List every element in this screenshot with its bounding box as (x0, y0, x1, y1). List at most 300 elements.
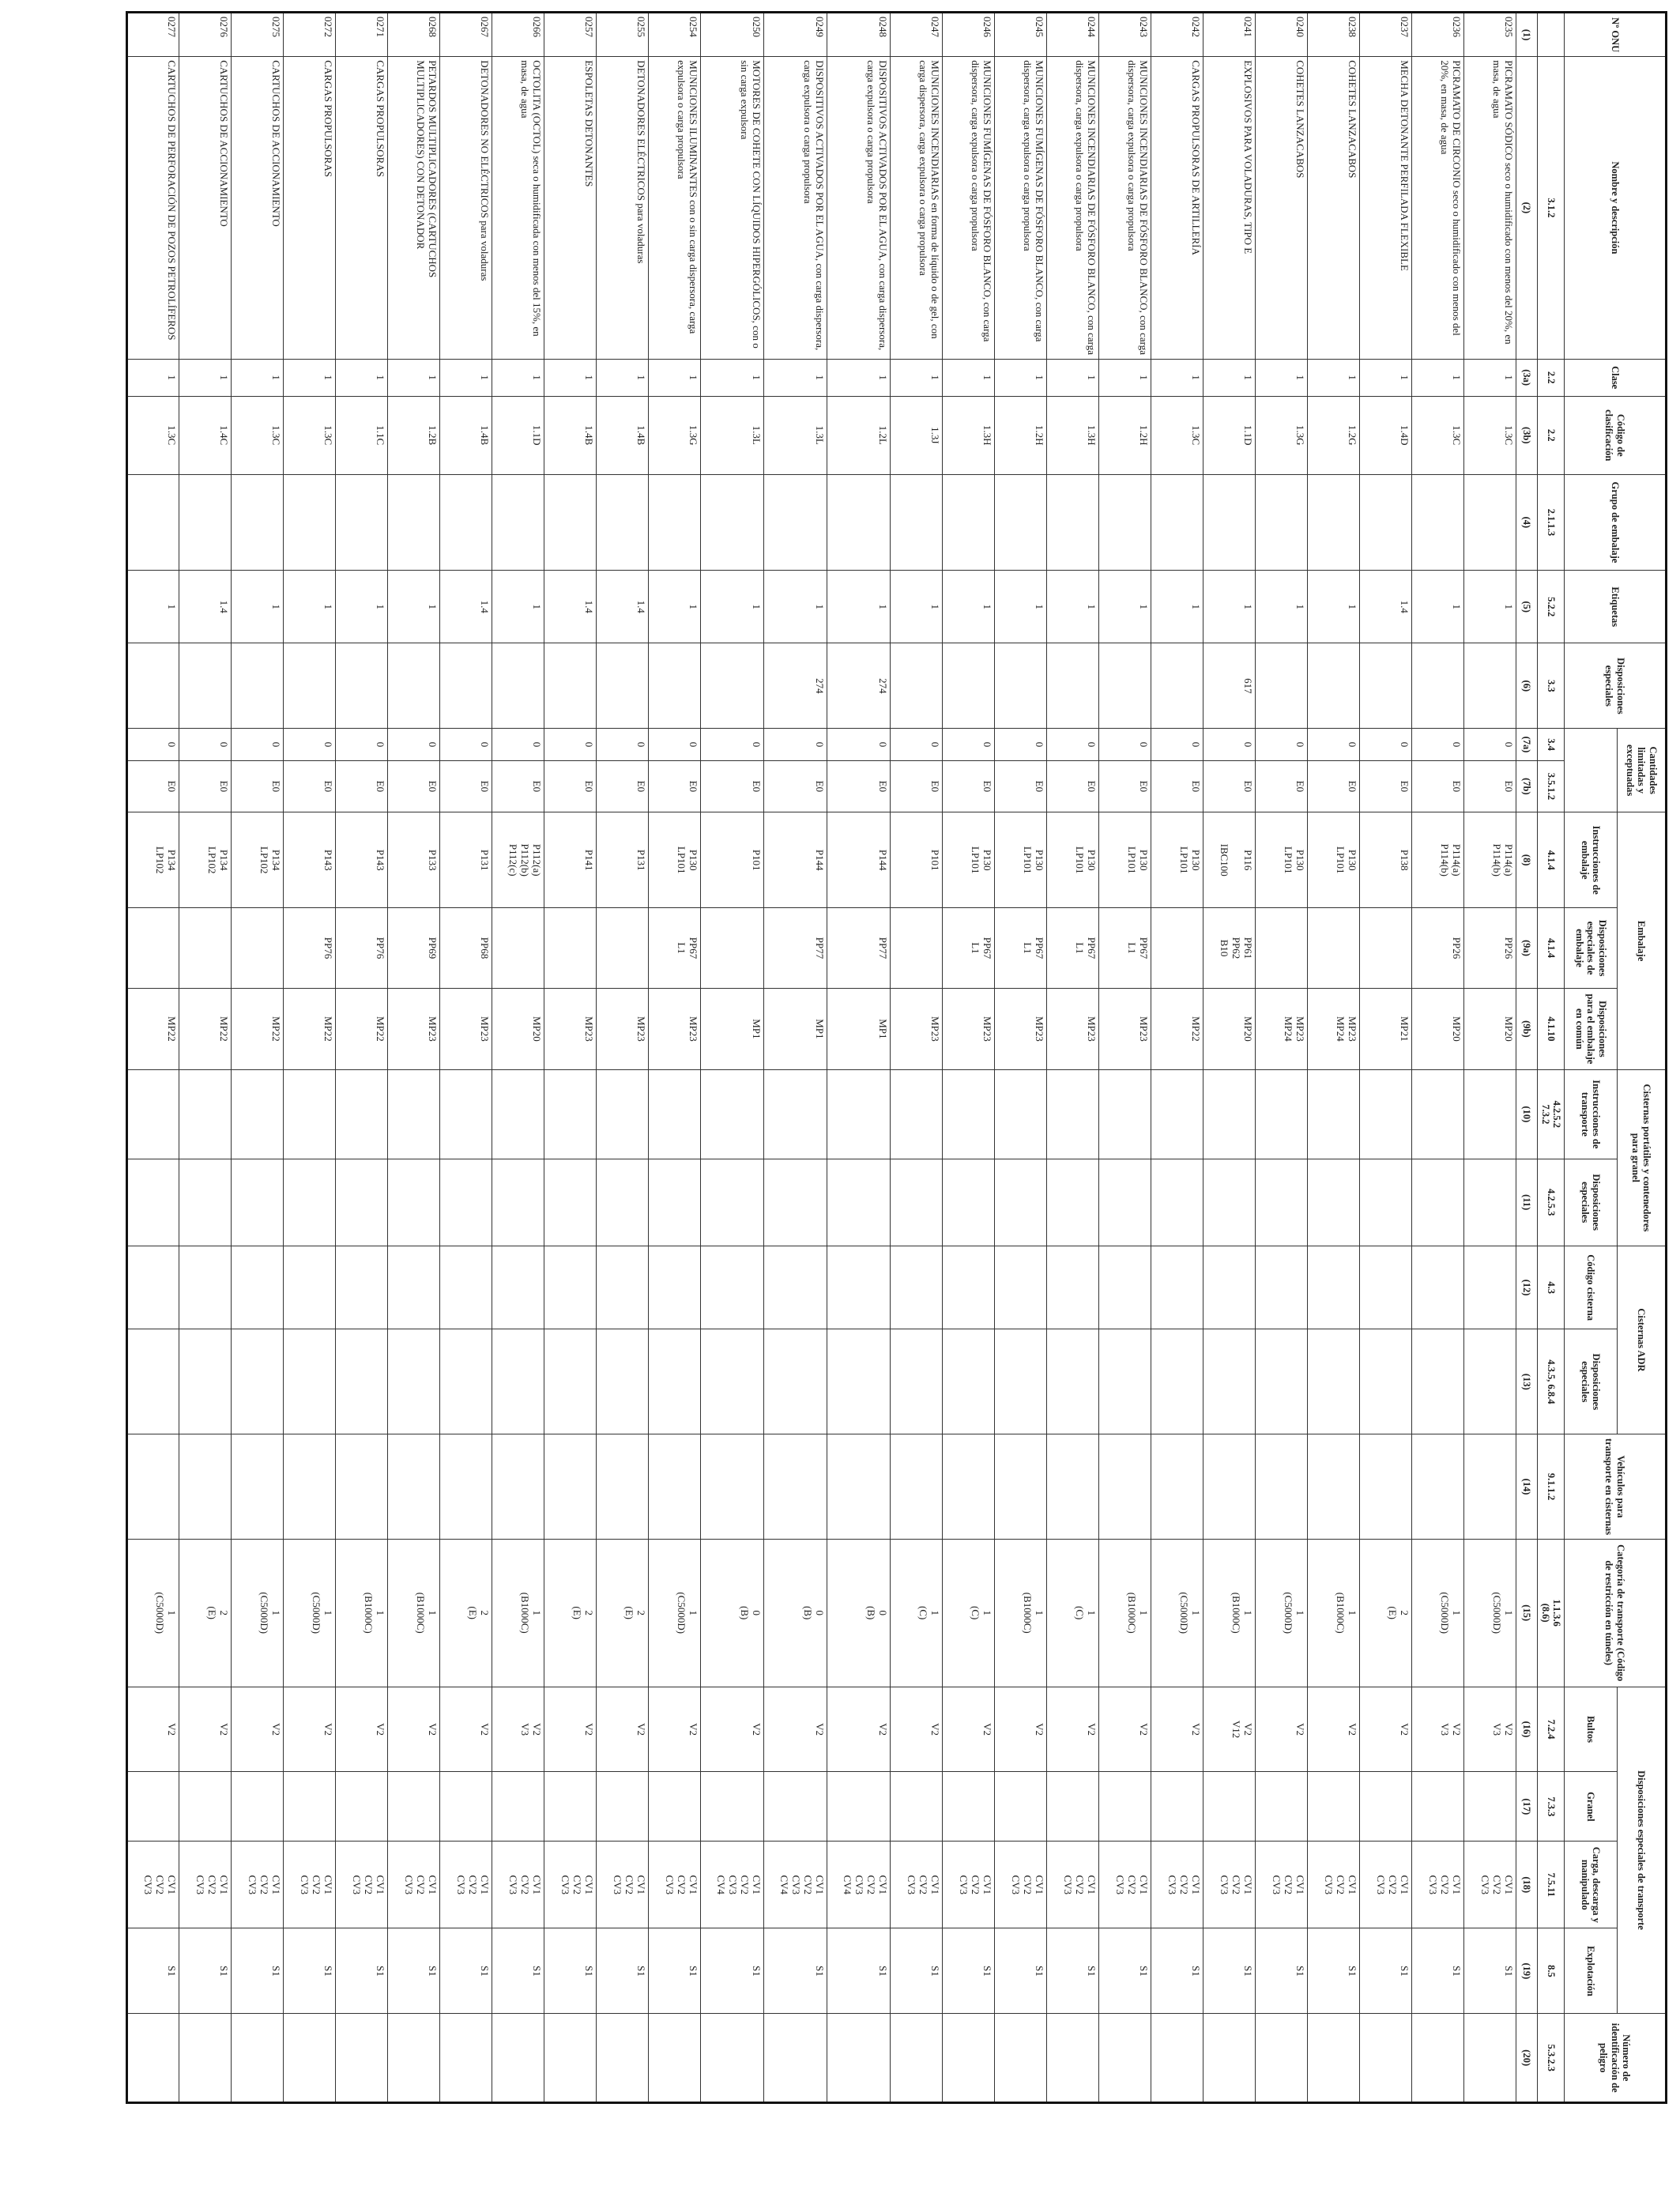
class-cell: 1 (649, 359, 701, 396)
name-cell: MUNICIONES FUMÍGENAS DE FÓSFORO BLANCO, con carga dispersora, carga expulsora o carga propulsora (995, 57, 1047, 359)
packing-instructions-cell: P134 LP102 (179, 812, 232, 908)
tank-instructions-cell (764, 1070, 827, 1159)
tank-code-cell (1464, 1246, 1516, 1329)
excepted-quantity-cell: E0 (440, 760, 492, 812)
name-cell: MUNICIONES INCENDIARIAS en forma de líquido o de gel, con carga dispersora, carga expulsora o carga propulsora (891, 57, 943, 359)
mixed-packing-cell: MP22 (232, 988, 284, 1069)
packing-group-cell (544, 474, 597, 570)
packing-instructions-cell: P112(a) P112(b) P112(c) (492, 812, 544, 908)
special-provisions-cell (284, 643, 336, 729)
excepted-quantity-cell: E0 (1360, 760, 1412, 812)
tank-instructions-cell (597, 1070, 649, 1159)
hazard-id-cell (1464, 2014, 1516, 2103)
excepted-quantity-cell: E0 (544, 760, 597, 812)
limited-quantity-cell: 0 (1203, 729, 1256, 760)
packing-group-cell (1151, 474, 1203, 570)
operation-cell: S1 (1203, 1928, 1256, 2014)
special-packing-provisions-cell (1360, 908, 1412, 988)
limited-quantity-cell: 0 (701, 729, 764, 760)
class-cell: 1 (701, 359, 764, 396)
operation-cell: S1 (336, 1928, 388, 2014)
operation-cell: S1 (1047, 1928, 1099, 2014)
special-provisions-cell (232, 643, 284, 729)
tank-special-provisions-cell (440, 1159, 492, 1246)
mixed-packing-cell: MP20 (1412, 988, 1464, 1069)
loading-handling-cell: CV1 CV2 CV3 (1256, 1842, 1308, 1928)
special-provisions-cell (701, 643, 764, 729)
tank-vehicle-cell (284, 1434, 336, 1540)
header-packing-group: Grupo de embalaje (1565, 474, 1667, 570)
adr-special-provisions-cell (1099, 1329, 1151, 1434)
transport-category-cell: 1 (B1000C) (1203, 1539, 1256, 1687)
class-cell: 1 (544, 359, 597, 396)
transport-category-cell: 0 (B) (701, 1539, 764, 1687)
tank-code-cell (1360, 1246, 1412, 1329)
mixed-packing-cell: MP1 (764, 988, 827, 1069)
excepted-quantity-cell: E0 (1412, 760, 1464, 812)
labels-cell: 1 (943, 571, 995, 643)
mixed-packing-cell: MP22 (284, 988, 336, 1069)
special-packing-provisions-cell (891, 908, 943, 988)
special-provisions-cell (943, 643, 995, 729)
tank-special-provisions-cell (1099, 1159, 1151, 1246)
special-packing-provisions-cell: PP67 L1 (995, 908, 1047, 988)
class-cell: 1 (232, 359, 284, 396)
un-number-cell: 0244 (1047, 13, 1099, 57)
column-number-cell: (19) (1516, 1928, 1538, 2014)
tank-vehicle-cell (232, 1434, 284, 1540)
table-row (649, 13, 701, 2103)
excepted-quantity-cell: E0 (891, 760, 943, 812)
bulk-cell (544, 1772, 597, 1842)
special-provisions-cell (492, 643, 544, 729)
tank-special-provisions-cell (701, 1159, 764, 1246)
bulk-cell (891, 1772, 943, 1842)
header-special-provisions: Disposiciones especiales (1565, 643, 1667, 729)
excepted-quantity-cell: E0 (701, 760, 764, 812)
special-packing-provisions-cell (1256, 908, 1308, 988)
packing-instructions-cell: P143 (336, 812, 388, 908)
adr-special-provisions-cell (1256, 1329, 1308, 1434)
un-number-cell: 0249 (764, 13, 827, 57)
excepted-quantity-cell: E0 (127, 760, 179, 812)
transport-category-cell: 1 (C5000D) (284, 1539, 336, 1687)
bulk-cell (701, 1772, 764, 1842)
tank-code-cell (649, 1246, 701, 1329)
mixed-packing-cell: MP1 (701, 988, 764, 1069)
class-cell: 1 (388, 359, 440, 396)
reference-cell: 5.2.2 (1538, 571, 1565, 643)
un-number-cell: 0275 (232, 13, 284, 57)
reference-cell: 4.3 (1538, 1246, 1565, 1329)
bulk-cell (232, 1772, 284, 1842)
hazard-id-cell (336, 2014, 388, 2103)
special-provisions-cell (597, 643, 649, 729)
header-packing-instructions: Instrucciones de embalaje (1565, 812, 1618, 908)
packing-group-cell (284, 474, 336, 570)
tank-vehicle-cell (1464, 1434, 1516, 1540)
adr-special-provisions-cell (388, 1329, 440, 1434)
classification-code-cell: 1.3H (943, 396, 995, 474)
packing-instructions-cell: P130 LP101 (649, 812, 701, 908)
header-special-packing-provisions: Disposiciones especiales de embalaje (1565, 908, 1618, 988)
class-cell: 1 (1464, 359, 1516, 396)
tank-vehicle-cell (492, 1434, 544, 1540)
excepted-quantity-cell: E0 (597, 760, 649, 812)
adr-special-provisions-cell (127, 1329, 179, 1434)
class-cell: 1 (440, 359, 492, 396)
name-cell: DISPOSITIVOS ACTIVADOS POR EL AGUA, con carga dispersora, carga expulsora o carga propulsora (827, 57, 891, 359)
packing-group-cell (179, 474, 232, 570)
packages-provisions-cell: V2 (891, 1687, 943, 1772)
name-cell: EXPLOSIVOS PARA VOLADURAS, TIPO E (1203, 57, 1256, 359)
tank-special-provisions-cell (943, 1159, 995, 1246)
hazard-id-cell (1308, 2014, 1360, 2103)
tank-instructions-cell (891, 1070, 943, 1159)
labels-cell: 1.4 (597, 571, 649, 643)
packing-group-cell (597, 474, 649, 570)
adr-special-provisions-cell (1308, 1329, 1360, 1434)
packing-instructions-cell: P130 LP101 (1047, 812, 1099, 908)
tank-vehicle-cell (1203, 1434, 1256, 1540)
excepted-quantity-cell: E0 (943, 760, 995, 812)
packages-provisions-cell: V2 V3 (492, 1687, 544, 1772)
table-row (336, 13, 388, 2103)
name-cell: DETONADORES NO ELÉCTRICOS para voladuras (440, 57, 492, 359)
mixed-packing-cell: MP23 (995, 988, 1047, 1069)
reference-cell: 4.1.4 (1538, 908, 1565, 988)
packages-provisions-cell: V2 (943, 1687, 995, 1772)
excepted-quantity-cell: E0 (388, 760, 440, 812)
operation-cell: S1 (1464, 1928, 1516, 2014)
special-provisions-cell (336, 643, 388, 729)
transport-category-cell: 1 (B1000C) (388, 1539, 440, 1687)
packages-provisions-cell: V2 V3 (1412, 1687, 1464, 1772)
tank-vehicle-cell (544, 1434, 597, 1540)
name-cell: PICRAMATO SÓDICO seco o humidificado con menos del 20%, en masa, de agua (1464, 57, 1516, 359)
reference-cell: 4.3.5, 6.8.4 (1538, 1329, 1565, 1434)
classification-code-cell: 1.2L (827, 396, 891, 474)
operation-cell: S1 (388, 1928, 440, 2014)
tank-vehicle-cell (764, 1434, 827, 1540)
reference-cell: 1.1.3.6 (8.6) (1538, 1539, 1565, 1687)
packing-group-cell (440, 474, 492, 570)
loading-handling-cell: CV1 CV2 CV3 (492, 1842, 544, 1928)
classification-code-cell: 1.3C (1412, 396, 1464, 474)
packing-instructions-cell: P134 LP102 (127, 812, 179, 908)
un-number-cell: 0257 (544, 13, 597, 57)
excepted-quantity-cell: E0 (1256, 760, 1308, 812)
mixed-packing-cell: MP22 (1151, 988, 1203, 1069)
header-limited-quantities-filler (1565, 729, 1618, 812)
loading-handling-cell: CV1 CV2 CV3 (1099, 1842, 1151, 1928)
special-provisions-cell (1047, 643, 1099, 729)
packing-instructions-cell: P141 (544, 812, 597, 908)
mixed-packing-cell: MP22 (127, 988, 179, 1069)
tank-vehicle-cell (388, 1434, 440, 1540)
bulk-cell (764, 1772, 827, 1842)
tank-vehicle-cell (440, 1434, 492, 1540)
packages-provisions-cell: V2 (1308, 1687, 1360, 1772)
tank-vehicle-cell (127, 1434, 179, 1540)
special-packing-provisions-cell: PP76 (284, 908, 336, 988)
excepted-quantity-cell: E0 (284, 760, 336, 812)
tank-instructions-cell (179, 1070, 232, 1159)
bulk-cell (1047, 1772, 1099, 1842)
class-cell: 1 (1256, 359, 1308, 396)
name-cell: ESPOLETAS DETONANTES (544, 57, 597, 359)
tank-special-provisions-cell (1047, 1159, 1099, 1246)
excepted-quantity-cell: E0 (995, 760, 1047, 812)
tank-code-cell (440, 1246, 492, 1329)
labels-cell: 1.4 (179, 571, 232, 643)
labels-cell: 1 (1256, 571, 1308, 643)
limited-quantity-cell: 0 (891, 729, 943, 760)
loading-handling-cell: CV1 CV2 CV3 CV4 (827, 1842, 891, 1928)
bulk-cell (597, 1772, 649, 1842)
packages-provisions-cell: V2 (232, 1687, 284, 1772)
table-row (388, 13, 440, 2103)
tank-vehicle-cell (1308, 1434, 1360, 1540)
packing-instructions-cell: P130 LP101 (1099, 812, 1151, 908)
loading-handling-cell: CV1 CV2 CV3 (1412, 1842, 1464, 1928)
mixed-packing-cell: MP20 (1464, 988, 1516, 1069)
limited-quantity-cell: 0 (943, 729, 995, 760)
special-provisions-cell (649, 643, 701, 729)
tank-code-cell (232, 1246, 284, 1329)
un-number-cell: 0243 (1099, 13, 1151, 57)
packing-instructions-cell: P130 LP101 (943, 812, 995, 908)
operation-cell: S1 (284, 1928, 336, 2014)
loading-handling-cell: CV1 CV2 CV3 (1308, 1842, 1360, 1928)
packages-provisions-cell: V2 (1360, 1687, 1412, 1772)
tank-instructions-cell (1203, 1070, 1256, 1159)
class-cell: 1 (597, 359, 649, 396)
packing-instructions-cell: P114(a) P114(b) (1412, 812, 1464, 908)
tank-code-cell (1151, 1246, 1203, 1329)
class-cell: 1 (127, 359, 179, 396)
packing-instructions-cell: P130 LP101 (995, 812, 1047, 908)
tank-special-provisions-cell (764, 1159, 827, 1246)
un-number-cell: 0240 (1256, 13, 1308, 57)
classification-code-cell: 1.2H (995, 396, 1047, 474)
header-loading-handling: Carga, descarga y manipulado (1565, 1842, 1618, 1928)
limited-quantity-cell: 0 (1099, 729, 1151, 760)
hazard-id-cell (701, 2014, 764, 2103)
tank-instructions-cell (127, 1070, 179, 1159)
tank-special-provisions-cell (1256, 1159, 1308, 1246)
reference-cell: 4.2.5.2 7.3.2 (1538, 1070, 1565, 1159)
adr-special-provisions-cell (764, 1329, 827, 1434)
tank-instructions-cell (440, 1070, 492, 1159)
special-packing-provisions-cell (232, 908, 284, 988)
table-row (943, 13, 995, 2103)
bulk-cell (336, 1772, 388, 1842)
tank-vehicle-cell (1256, 1434, 1308, 1540)
labels-cell: 1 (891, 571, 943, 643)
classification-code-cell: 1.3C (127, 396, 179, 474)
header-adr-tanks: Cisternas ADR (1618, 1246, 1667, 1434)
classification-code-cell: 1.4B (544, 396, 597, 474)
hazard-id-cell (649, 2014, 701, 2103)
labels-cell: 1 (827, 571, 891, 643)
table-row (179, 13, 232, 2103)
class-cell: 1 (284, 359, 336, 396)
classification-code-cell: 1.3G (649, 396, 701, 474)
transport-category-cell: 1 (C5000D) (232, 1539, 284, 1687)
operation-cell: S1 (544, 1928, 597, 2014)
labels-cell: 1.4 (544, 571, 597, 643)
column-number-cell: (3a) (1516, 359, 1538, 396)
packing-group-cell (1464, 474, 1516, 570)
bulk-cell (388, 1772, 440, 1842)
bulk-cell (1464, 1772, 1516, 1842)
header-hazard-id-number: Número de identificación de peligro (1565, 2014, 1667, 2103)
reference-cell: 3.4 (1538, 729, 1565, 760)
classification-code-cell: 1.2H (1099, 396, 1151, 474)
limited-quantity-cell: 0 (827, 729, 891, 760)
operation-cell: S1 (943, 1928, 995, 2014)
special-packing-provisions-cell: PP67 L1 (1099, 908, 1151, 988)
packing-instructions-cell: P133 (388, 812, 440, 908)
hazard-id-cell (1256, 2014, 1308, 2103)
adr-special-provisions-cell (827, 1329, 891, 1434)
packing-group-cell (1360, 474, 1412, 570)
packing-instructions-cell: P131 (440, 812, 492, 908)
labels-cell: 1 (1464, 571, 1516, 643)
loading-handling-cell: CV1 CV2 CV3 (127, 1842, 179, 1928)
mixed-packing-cell: MP22 (336, 988, 388, 1069)
tank-vehicle-cell (701, 1434, 764, 1540)
operation-cell: S1 (827, 1928, 891, 2014)
column-number-row (1516, 13, 1538, 2103)
table-header (1516, 13, 1667, 2103)
packing-instructions-cell: P130 LP101 (1308, 812, 1360, 908)
loading-handling-cell: CV1 CV2 CV3 (1360, 1842, 1412, 1928)
tank-special-provisions-cell (1151, 1159, 1203, 1246)
mixed-packing-cell: MP20 (1203, 988, 1256, 1069)
tank-instructions-cell (492, 1070, 544, 1159)
packages-provisions-cell: V2 (179, 1687, 232, 1772)
operation-cell: S1 (1360, 1928, 1412, 2014)
packing-instructions-cell: P130 LP101 (1256, 812, 1308, 908)
hazard-id-cell (1412, 2014, 1464, 2103)
header-portable-tanks: Cisternas portátiles y contenedores para granel (1618, 1070, 1667, 1246)
name-cell: OCTOLITA (OCTOL) seca o humidificada con menos del 15%, en masa, de agua (492, 57, 544, 359)
packing-instructions-cell: P116 IBC100 (1203, 812, 1256, 908)
mixed-packing-cell: MP23 (597, 988, 649, 1069)
packing-group-cell (1308, 474, 1360, 570)
labels-cell: 1 (336, 571, 388, 643)
transport-category-cell: 1 (C5000D) (1412, 1539, 1464, 1687)
packing-group-cell (891, 474, 943, 570)
classification-code-cell: 1.2B (388, 396, 440, 474)
un-number-cell: 0272 (284, 13, 336, 57)
bulk-cell (1308, 1772, 1360, 1842)
bulk-cell (127, 1772, 179, 1842)
special-provisions-cell (179, 643, 232, 729)
name-cell: CARTUCHOS DE PERFORACIÓN DE POZOS PETROLÍFEROS (127, 57, 179, 359)
reference-cell: 4.1.10 (1538, 988, 1565, 1069)
name-cell: CARGAS PROPULSORAS (284, 57, 336, 359)
name-cell: CARTUCHOS DE ACCIONAMIENTO (232, 57, 284, 359)
mixed-packing-cell: MP22 (179, 988, 232, 1069)
mixed-packing-cell: MP23 (891, 988, 943, 1069)
tank-vehicle-cell (1099, 1434, 1151, 1540)
classification-code-cell: 1.1D (1203, 396, 1256, 474)
transport-category-cell: 1 (C5000D) (1464, 1539, 1516, 1687)
special-provisions-cell (995, 643, 1047, 729)
column-number-cell: (14) (1516, 1434, 1538, 1540)
tank-instructions-cell (701, 1070, 764, 1159)
un-number-cell: 0276 (179, 13, 232, 57)
reference-cell: 5.3.2.3 (1538, 2014, 1565, 2103)
tank-code-cell (995, 1246, 1047, 1329)
name-cell: COHETES LANZACABOS (1256, 57, 1308, 359)
excepted-quantity-cell: E0 (1203, 760, 1256, 812)
reference-cell: 9.1.1.2 (1538, 1434, 1565, 1540)
table-row (1412, 13, 1464, 2103)
table-row (827, 13, 891, 2103)
reference-cell: 3.5.1.2 (1538, 760, 1565, 812)
class-cell: 1 (179, 359, 232, 396)
bulk-cell (440, 1772, 492, 1842)
header-tank-vehicles: Vehículos para transporte en cisternas (1565, 1434, 1667, 1540)
packing-group-cell (1047, 474, 1099, 570)
classification-code-cell: 1.1C (336, 396, 388, 474)
tank-vehicle-cell (943, 1434, 995, 1540)
packing-instructions-cell: P134 LP102 (232, 812, 284, 908)
transport-category-cell: 1 (C5000D) (127, 1539, 179, 1687)
tank-code-cell (544, 1246, 597, 1329)
special-packing-provisions-cell (701, 908, 764, 988)
un-number-cell: 0237 (1360, 13, 1412, 57)
column-number-cell: (7b) (1516, 760, 1538, 812)
loading-handling-cell: CV1 CV2 CV3 (943, 1842, 995, 1928)
special-provisions-cell (1308, 643, 1360, 729)
loading-handling-cell: CV1 CV2 CV3 (544, 1842, 597, 1928)
table-row (544, 13, 597, 2103)
loading-handling-cell: CV1 CV2 CV3 (336, 1842, 388, 1928)
mixed-packing-cell: MP20 (492, 988, 544, 1069)
adr-special-provisions-cell (891, 1329, 943, 1434)
table-row (1360, 13, 1412, 2103)
column-number-cell: (3b) (1516, 396, 1538, 474)
labels-cell: 1 (492, 571, 544, 643)
hazard-id-cell (943, 2014, 995, 2103)
tank-vehicle-cell (336, 1434, 388, 1540)
bulk-cell (179, 1772, 232, 1842)
limited-quantity-cell: 0 (1464, 729, 1516, 760)
tank-instructions-cell (232, 1070, 284, 1159)
adr-special-provisions-cell (440, 1329, 492, 1434)
bulk-cell (1360, 1772, 1412, 1842)
transport-category-cell: 1 (C5000D) (1256, 1539, 1308, 1687)
classification-code-cell: 1.3C (232, 396, 284, 474)
column-number-cell: (15) (1516, 1539, 1538, 1687)
mixed-packing-cell: MP23 (440, 988, 492, 1069)
labels-cell: 1 (1047, 571, 1099, 643)
name-cell: PICRAMATO DE CIRCONIO seco o humidificado con menos del 20%, en masa, de agua (1412, 57, 1464, 359)
packages-provisions-cell: V2 (127, 1687, 179, 1772)
classification-code-cell: 1.3C (1151, 396, 1203, 474)
un-number-cell: 0241 (1203, 13, 1256, 57)
excepted-quantity-cell: E0 (336, 760, 388, 812)
limited-quantity-cell: 0 (388, 729, 440, 760)
tank-instructions-cell (544, 1070, 597, 1159)
tank-instructions-cell (284, 1070, 336, 1159)
operation-cell: S1 (1256, 1928, 1308, 2014)
